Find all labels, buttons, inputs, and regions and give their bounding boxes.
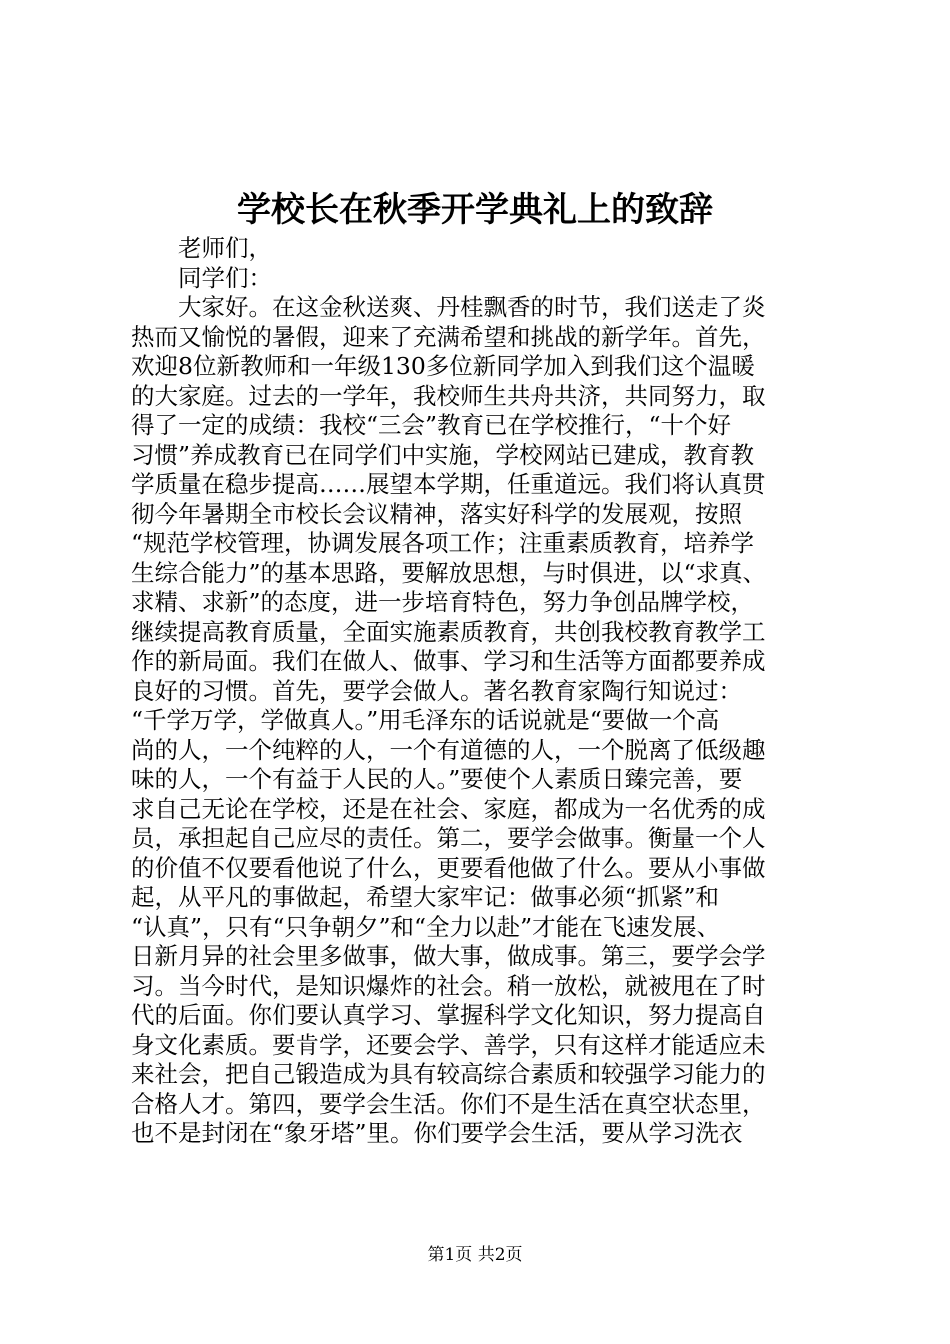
- paragraph-line: 求自己无论在学校，还是在社会、家庭，都成为一名优秀的成: [131, 794, 766, 823]
- paragraph-line: 生综合能力”的基本思路，要解放思想，与时俱进，以“求真、: [131, 558, 767, 587]
- greeting-teachers: 老师们，: [178, 234, 272, 262]
- paragraph-line: 习惯”养成教育已在同学们中实施，学校网站已建成，教育教: [131, 440, 755, 469]
- paragraph-line: “规范学校管理，协调发展各项工作；注重素质教育，培养学: [131, 529, 755, 557]
- paragraph-line: 的价值不仅要看他说了什么，更要看他做了什么。要从小事做: [131, 853, 766, 882]
- paragraph-line: 合格人才。第四，要学会生活。你们不是生活在真空状态里，: [131, 1089, 766, 1118]
- greeting-students: 同学们：: [178, 263, 272, 292]
- paragraph-line: 味的人，一个有益于人民的人。”要使个人素质日臻完善，要: [131, 765, 743, 793]
- document-body: [131, 234, 831, 1149]
- paragraph-line: 良好的习惯。首先，要学会做人。著名教育家陶行知说过：: [131, 676, 742, 705]
- paragraph-line: 得了一定的成绩：我校“三会”教育已在学校推行，“十个好: [131, 411, 732, 439]
- paragraph-line: 也不是封闭在“象牙塔”里。你们要学会生活，要从学习洗衣: [131, 1119, 743, 1147]
- paragraph-line: 代的后面。你们要认真学习、掌握科学文化知识，努力提高自: [131, 1001, 766, 1029]
- paragraph-line: 学质量在稳步提高……展望本学期，任重道远。我们将认真贯: [131, 470, 766, 498]
- paragraph-line: 继续提高教育质量，全面实施素质教育，共创我校教育教学工: [131, 617, 766, 646]
- paragraph-line: 员，承担起自己应尽的责任。第二，要学会做事。衡量一个人: [131, 824, 766, 852]
- paragraph-line: 的大家庭。过去的一学年，我校师生共舟共济，共同努力，取: [131, 381, 766, 410]
- paragraph-line: 热而又愉悦的暑假，迎来了充满希望和挑战的新学年。首先，: [131, 322, 766, 351]
- paragraph-line: 大家好。在这金秋送爽、丹桂飘香的时节，我们送走了炎: [178, 293, 766, 321]
- paragraph-line: 来社会，把自己锻造成为具有较高综合素质和较强学习能力的: [131, 1060, 766, 1088]
- document-title: 学校长在秋季开学典礼上的致辞: [237, 190, 713, 230]
- speech-paragraph: [131, 293, 831, 1149]
- paragraph-line: 身文化素质。要肯学，还要会学、善学，只有这样才能适应未: [131, 1030, 766, 1059]
- paragraph-line: 求精、求新”的态度，进一步培育特色，努力争创品牌学校，: [131, 588, 755, 616]
- paragraph-line: 习。当今时代，是知识爆炸的社会。稍一放松，就被甩在了时: [131, 971, 766, 1000]
- page-number: 第1页 共2页: [427, 1245, 523, 1265]
- paragraph-line: 彻今年暑期全市校长会议精神，落实好科学的发展观，按照: [131, 499, 742, 528]
- paragraph-line: 起，从平凡的事做起，希望大家牢记：做事必须“抓紧”和: [131, 883, 720, 911]
- paragraph-line: 欢迎8位新教师和一年级130多位新同学加入到我们这个温暖: [131, 352, 755, 380]
- paragraph-line: “认真”，只有“只争朝夕”和“全力以赴”才能在飞速发展、: [131, 912, 721, 941]
- paragraph-line: “千学万学，学做真人。”用毛泽东的话说就是“要做一个高: [131, 706, 720, 734]
- paragraph-line: 日新月异的社会里多做事，做大事，做成事。第三，要学会学: [131, 942, 766, 970]
- paragraph-line: 尚的人，一个纯粹的人，一个有道德的人，一个脱离了低级趣: [131, 735, 766, 764]
- paragraph-line: 作的新局面。我们在做人、做事、学习和生活等方面都要养成: [131, 647, 766, 675]
